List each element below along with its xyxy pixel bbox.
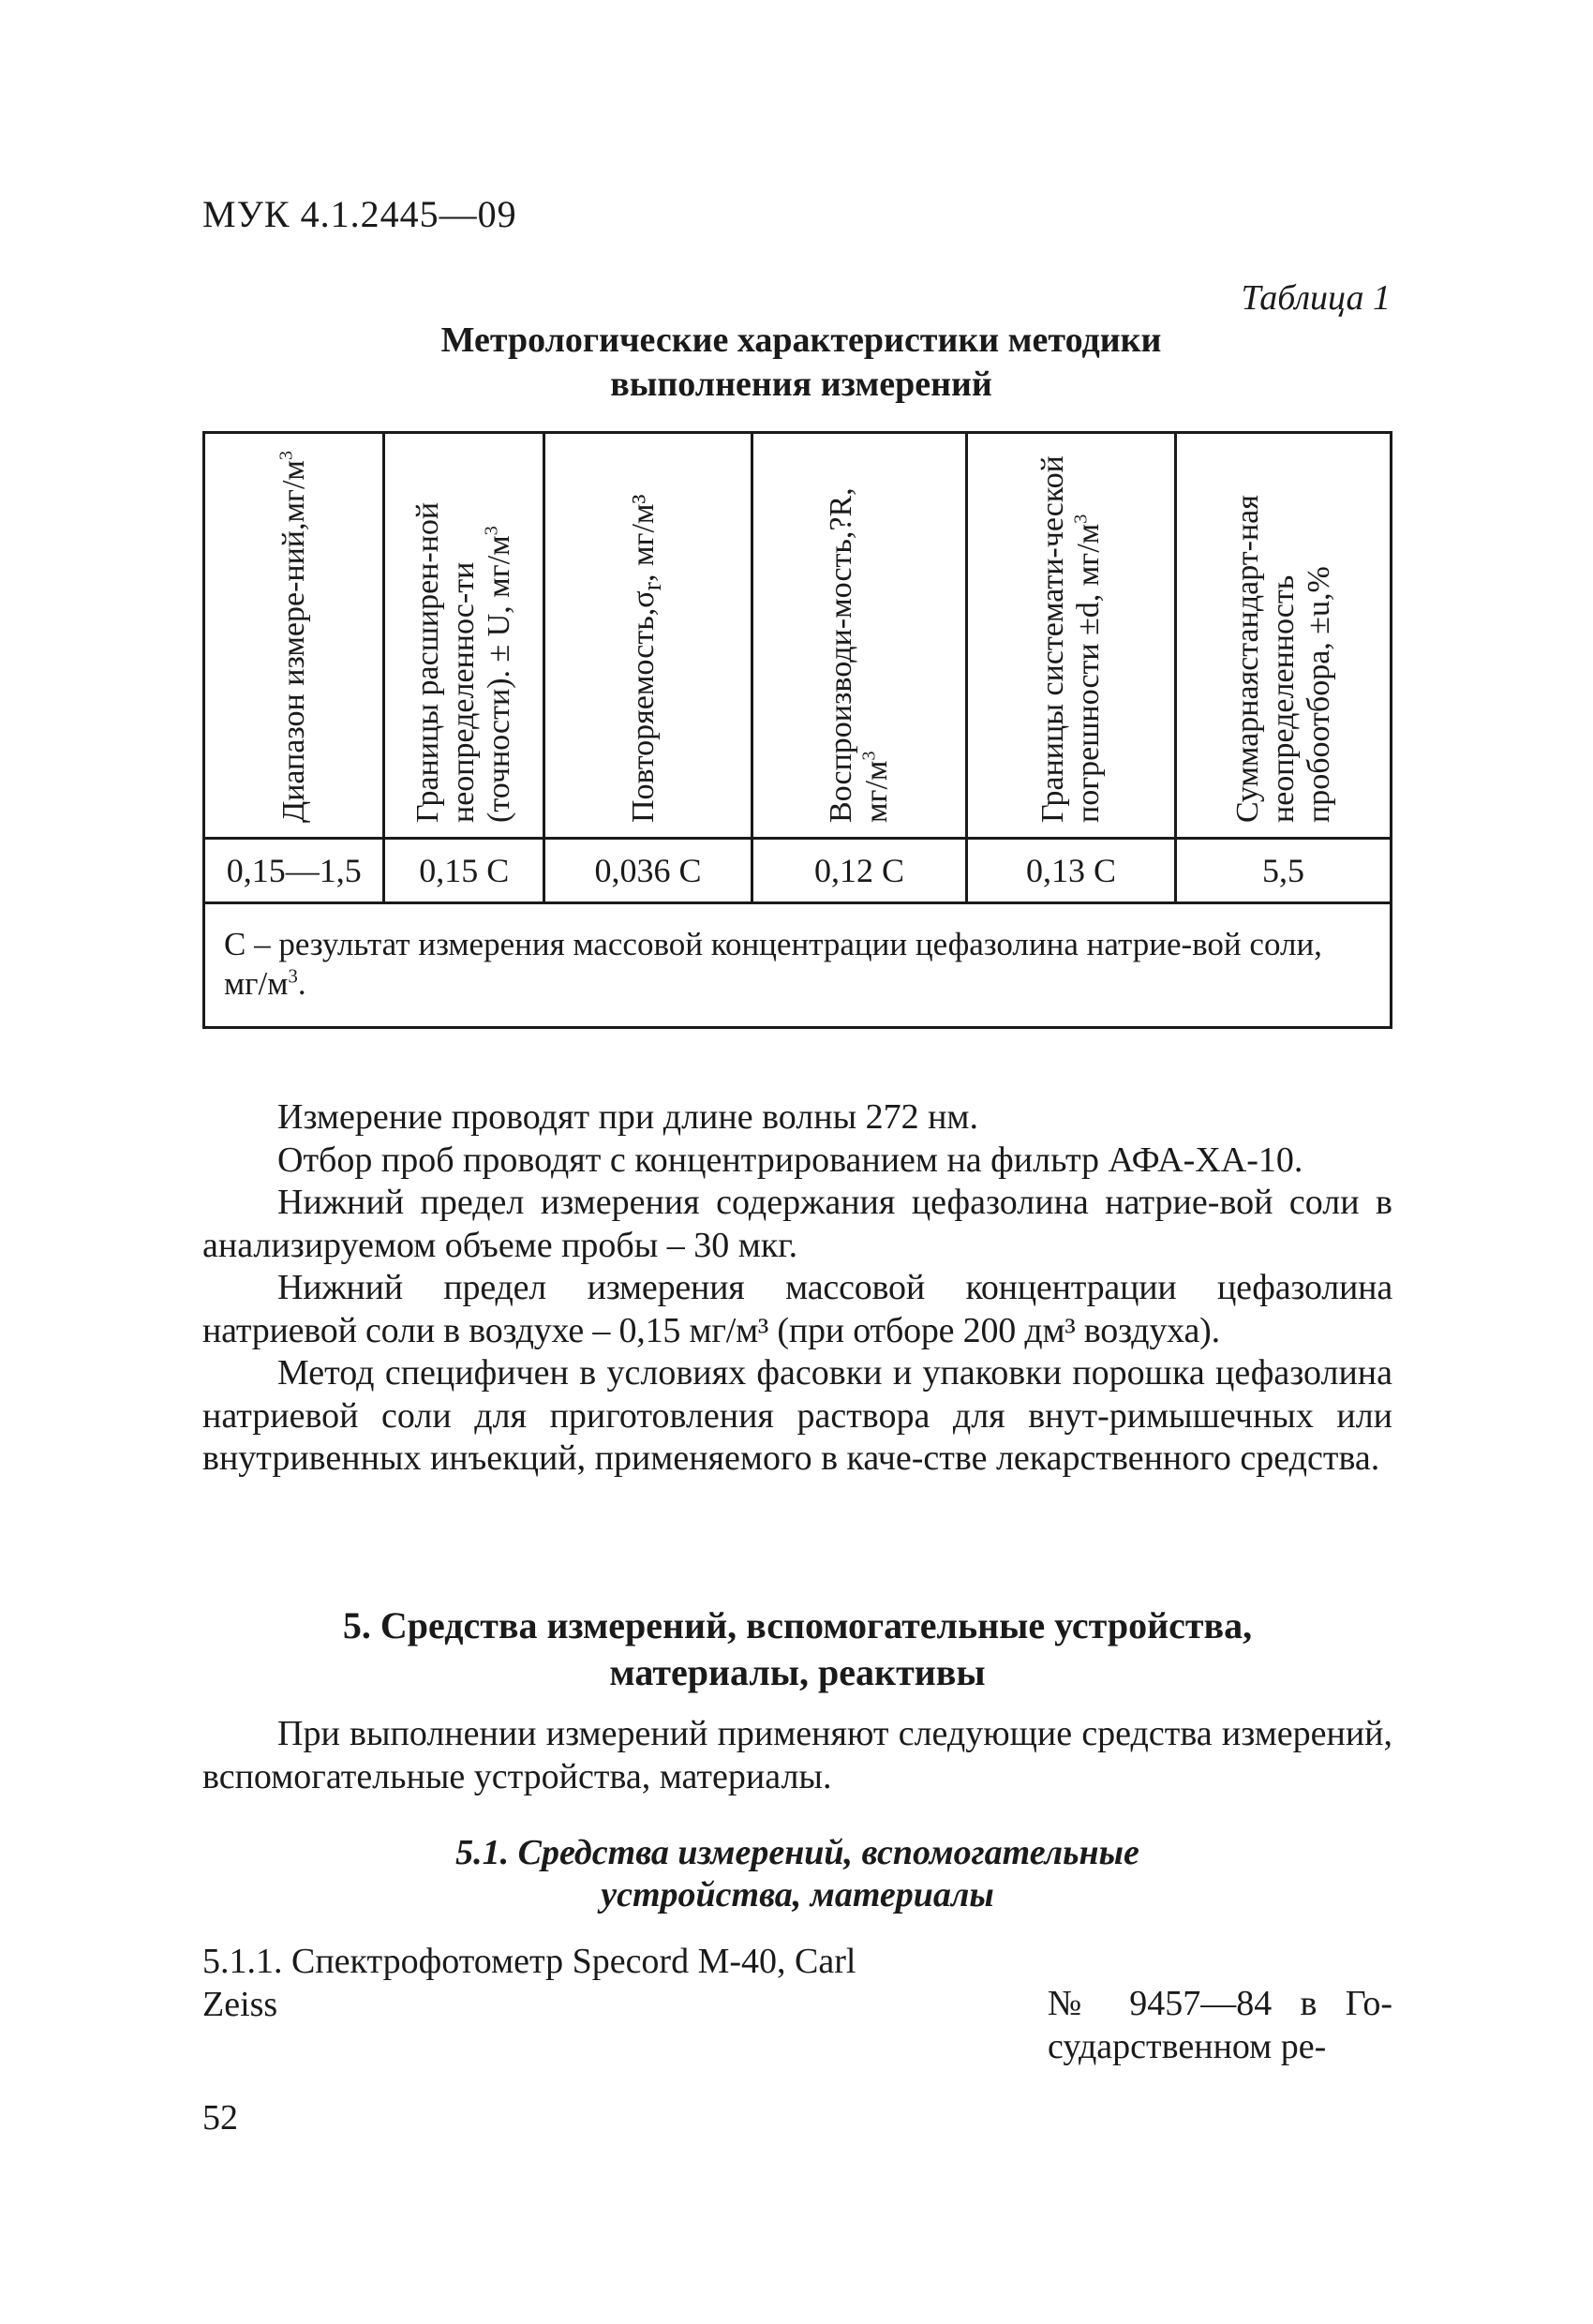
table-label: Таблица 1 <box>1241 278 1391 318</box>
table-header-row <box>204 433 1392 839</box>
subsection-5-1-title: 5.1. Средства измерений, вспомогательные устройства, материалы <box>455 1833 1139 1914</box>
document-code: МУК 4.1.2445—09 <box>202 193 517 235</box>
column-header-systematic-error: Границы системати-ческой погрешности ±d, $мг/м^3$ <box>966 433 1175 839</box>
paragraph-wavelength: Измерение проводят при длине волны 272 нм. <box>277 1097 978 1137</box>
value-range: 0,15—1,5 <box>204 839 384 903</box>
value-sampling-uncertainty: 5,5 <box>1176 839 1392 903</box>
page-number: 52 <box>202 2098 238 2138</box>
column-header-repeatability: $Повторяемость,\sigma_r$, мг/м³ <box>543 433 752 839</box>
table-note: С – результат измерения массовой концентрации цефазолина натрие-вой соли, $мг/м^3$. <box>204 903 1392 1028</box>
item-5-1-1: 5.1.1. Спектрофотометр Specord M-40, Carl Zeiss <box>202 1942 856 2024</box>
value-repeatability: 0,036 С <box>543 839 752 903</box>
table-title-line-2: выполнения измерений <box>610 365 992 404</box>
value-uncertainty: 0,15 С <box>384 839 543 903</box>
section-5-intro-block <box>202 1713 1392 1798</box>
value-systematic-error: 0,13 С <box>966 839 1175 903</box>
column-header-range: Диапазон измере-$ний,мг/м^3$ <box>204 433 384 839</box>
paragraph-lower-limit-concentration: Нижний предел измерения массовой концентрации цефазолина натриевой соли в воздухе – 0,15 мг/м³ (при отборе 200 дм³ воздуха). <box>202 1268 1392 1350</box>
table-values-row <box>204 839 1392 903</box>
value-reproducibility: 0,12 С <box>752 839 967 903</box>
paragraph-specificity: Метод специфичен в условиях фасовки и упаковки порошка цефазолина натриевой соли для приготовления раствора для внут-римышечных или внутривенных инъекций, применяемого в каче-стве лекарственного средства. <box>202 1353 1392 1478</box>
column-header-reproducibility: Воспроизводи-мость,?R, $мг/м^3$ <box>752 433 967 839</box>
section-5-intro: При выполнении измерений применяют следующие средства измерений, вспомогательные устройства, материалы. <box>202 1714 1392 1796</box>
table-note-row <box>204 903 1392 1028</box>
method-paragraphs <box>202 1096 1392 1481</box>
section-5-title: 5. Средства измерений, вспомогательные устройства, материалы, реактивы <box>342 1604 1253 1693</box>
table-title-line-1: Метрологические характеристики методики <box>440 320 1162 360</box>
metrology-table <box>202 431 1392 1029</box>
item-5-1-1-registry: № 9457—84 в Го-сударственном ре- <box>1048 1984 1392 2066</box>
column-header-uncertainty: Границы расширен-ной неопределеннос-ти (точности). ± U, $мг/м^3$ <box>384 433 543 839</box>
paragraph-lower-limit-mass: Нижний предел измерения содержания цефазолина натрие-вой соли в анализируемом объеме пробы – 30 мкг. <box>202 1183 1392 1265</box>
table-title <box>281 319 1321 407</box>
paragraph-sampling: Отбор проб проводят с концентрированием на фильтр АФА-ХА-10. <box>277 1140 1303 1180</box>
column-header-sampling-uncertainty: Суммарнаястандарт-ная неопределенность пробоотбора, ±u,% <box>1176 433 1392 839</box>
